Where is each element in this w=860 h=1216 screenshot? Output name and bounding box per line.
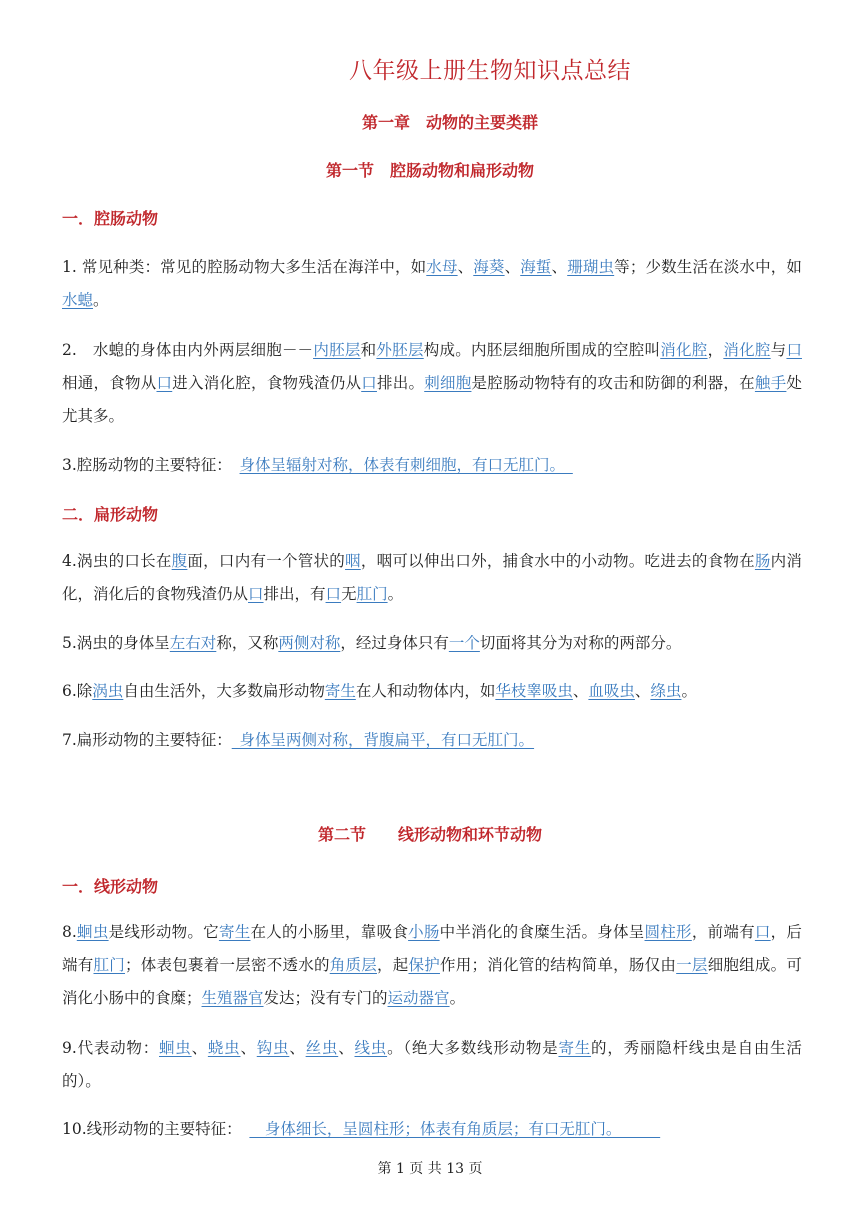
text-run: 、 xyxy=(338,1039,355,1057)
paragraph-2 xyxy=(62,334,802,433)
text-run: 1. 常见种类：常见的腔肠动物大多生活在海洋中，如 xyxy=(62,258,427,276)
answer-term: 水母 xyxy=(426,258,458,276)
text-run: 、 xyxy=(504,258,521,276)
text-run: 是腔肠动物特有的攻击和防御的利器，在 xyxy=(471,374,755,392)
answer-term: 寄生 xyxy=(324,682,356,700)
answer-term: 刺细胞 xyxy=(424,374,472,392)
text-run: 中半消化的食糜生活。身体呈 xyxy=(439,923,645,941)
text-run: ，后端有 xyxy=(62,923,802,974)
text-run: 在人和动物体内，如 xyxy=(355,682,496,700)
text-run: 、 xyxy=(572,682,589,700)
answer-term: 口 xyxy=(325,585,342,603)
answer-term: 口 xyxy=(786,341,802,359)
answer-term: 口 xyxy=(248,585,264,603)
text-run: 。 xyxy=(681,682,697,700)
answer-term: 肠 xyxy=(754,552,771,570)
text-run: 进入消化腔，食物残渣仍从 xyxy=(172,374,362,392)
answer-term: 丝虫 xyxy=(305,1039,339,1057)
text-run: 2. 水螅的身体由内外两层细胞－－ xyxy=(62,341,314,359)
text-run: 8. xyxy=(62,923,77,941)
answer-term: 左右对 xyxy=(169,634,217,652)
text-run: 3.腔肠动物的主要特征： xyxy=(62,456,240,474)
subheading-flatworms: 二．扁形动物 xyxy=(62,505,159,524)
text-run: 处尤其多。 xyxy=(62,374,802,425)
text-run: 10.线形动物的主要特征： xyxy=(62,1120,250,1138)
answer-term: 圆柱形 xyxy=(644,923,692,941)
answer-term: 外胚层 xyxy=(376,341,424,359)
text-run: ，前端有 xyxy=(691,923,755,941)
answer-term: 咽 xyxy=(345,552,361,570)
text-run: ；体表包裹着一层密不透水的 xyxy=(125,956,330,974)
answer-term: _身体呈两侧对称，背腹扁平，有口无肛门。 xyxy=(231,731,535,749)
paragraph-10 xyxy=(62,1113,802,1146)
text-run: 内消化，消化后的食物残渣仍从 xyxy=(62,552,802,603)
text-run: 。（绝大多数线形动物是 xyxy=(387,1039,559,1057)
answer-term: 身体细长，呈圆柱形；体表有角质层；有口无肛门。 xyxy=(249,1120,661,1138)
paragraph-9 xyxy=(62,1032,802,1098)
answer-term: 血吸虫 xyxy=(588,682,635,700)
text-run: 、 xyxy=(634,682,651,700)
answer-term: 内胚层 xyxy=(313,341,361,359)
text-run: 6.除 xyxy=(62,682,93,700)
answer-term: 线虫 xyxy=(354,1039,388,1057)
text-run: ，起 xyxy=(376,956,409,974)
text-run: 自由生活外，大多数扁形动物 xyxy=(123,682,325,700)
answer-term: 绦虫 xyxy=(650,682,682,700)
text-run: ，咽可以伸出口外，捕食水中的小动物。吃进去的食物在 xyxy=(360,552,755,570)
text-run: 细胞组成。可消化小肠中的食糜； xyxy=(62,956,802,1007)
text-run: 与 xyxy=(770,341,787,359)
paragraph-6 xyxy=(62,675,802,708)
answer-term: 海葵 xyxy=(473,258,505,276)
text-run: 的，秀丽隐杆线虫是自由生活的）。 xyxy=(62,1039,802,1090)
answer-term: 一层 xyxy=(676,956,708,974)
subheading-coelenterates: 一．腔肠动物 xyxy=(62,209,159,228)
text-run: 、 xyxy=(551,258,568,276)
text-run: 、 xyxy=(191,1039,208,1057)
text-run: 构成。内胚层细胞所围成的空腔叫 xyxy=(423,341,661,359)
answer-term: 消化腔 xyxy=(723,341,771,359)
answer-term: 两侧对称 xyxy=(278,634,341,652)
answer-term: 小肠 xyxy=(408,923,440,941)
text-run: 、 xyxy=(457,258,474,276)
answer-term: 运动器官 xyxy=(387,989,450,1007)
answer-term: 腹 xyxy=(171,552,188,570)
paragraph-5 xyxy=(62,627,802,660)
answer-term: 珊瑚虫 xyxy=(567,258,615,276)
text-run: 、 xyxy=(240,1039,257,1057)
answer-term: 海蜇 xyxy=(520,258,552,276)
answer-term: 口 xyxy=(754,923,771,941)
answer-term: 蛲虫 xyxy=(207,1039,241,1057)
answer-term: 寄生 xyxy=(558,1039,592,1057)
text-run: 7.扁形动物的主要特征： xyxy=(62,731,232,749)
answer-term: 肛门 xyxy=(93,956,125,974)
text-run: ，经过身体只有 xyxy=(340,634,449,652)
answer-term: 角质层 xyxy=(329,956,377,974)
text-run: 排出，有 xyxy=(263,585,326,603)
text-run: 切面将其分为对称的两部分。 xyxy=(479,634,682,652)
text-run: 等；少数生活在淡水中，如 xyxy=(614,258,802,276)
paragraph-8 xyxy=(62,916,802,1015)
paragraph-3 xyxy=(62,449,802,482)
answer-term: 蛔虫 xyxy=(76,923,109,941)
answer-term: 水螅 xyxy=(62,291,94,309)
answer-term: 一个 xyxy=(448,634,480,652)
answer-term: 生殖器官 xyxy=(201,989,264,1007)
text-run: 排出。 xyxy=(376,374,425,392)
section-heading-2: 第二节 线形动物和环节动物 xyxy=(317,825,542,844)
answer-term: 华枝睾吸虫 xyxy=(495,682,573,700)
text-run: 作用；消化管的结构简单，肠仅由 xyxy=(439,956,677,974)
paragraph-1 xyxy=(62,251,802,317)
section-heading-1: 第一节 腔肠动物和扁形动物 xyxy=(325,161,534,180)
text-run: 发达；没有专门的 xyxy=(263,989,388,1007)
answer-term: 钩虫 xyxy=(256,1039,290,1057)
chapter-heading: 第一章 动物的主要类群 xyxy=(361,113,538,132)
text-run: 称，又称 xyxy=(216,634,279,652)
text-run: 。 xyxy=(387,585,404,603)
text-run: 4.涡虫的口长在 xyxy=(62,552,172,570)
paragraph-7 xyxy=(62,724,802,757)
answer-term: 蛔虫 xyxy=(159,1039,192,1057)
text-run: 无 xyxy=(341,585,357,603)
answer-term: 口 xyxy=(156,374,173,392)
text-run: 9.代表动物： xyxy=(62,1039,159,1057)
text-run: 和 xyxy=(360,341,377,359)
answer-term: 寄生 xyxy=(218,923,251,941)
paragraph-4 xyxy=(62,545,802,611)
text-run: 面，口内有一个管状的 xyxy=(187,552,346,570)
text-run: 相通，食物从 xyxy=(62,374,157,392)
answer-term: 口 xyxy=(361,374,377,392)
page-footer: 第 1 页 共 13 页 xyxy=(377,1161,483,1177)
text-run: 、 xyxy=(289,1039,306,1057)
answer-term: 触手 xyxy=(754,374,787,392)
answer-term: 肛门 xyxy=(356,585,388,603)
subheading-roundworms: 一．线形动物 xyxy=(62,877,159,896)
answer-term: 保护 xyxy=(408,956,440,974)
text-run: 。 xyxy=(449,989,466,1007)
answer-term: 身体呈辐射对称，体表有刺细胞，有口无肛门。 xyxy=(239,456,573,474)
text-run: 在人的小肠里，靠吸食 xyxy=(250,923,409,941)
text-run: 是线形动物。它 xyxy=(108,923,219,941)
answer-term: 涡虫 xyxy=(92,682,124,700)
document-title: 八年级上册生物知识点总结 xyxy=(349,58,631,84)
text-run: 。 xyxy=(93,291,109,309)
text-run: ， xyxy=(707,341,724,359)
answer-term: 消化腔 xyxy=(660,341,708,359)
text-run: 5.涡虫的身体呈 xyxy=(62,634,170,652)
